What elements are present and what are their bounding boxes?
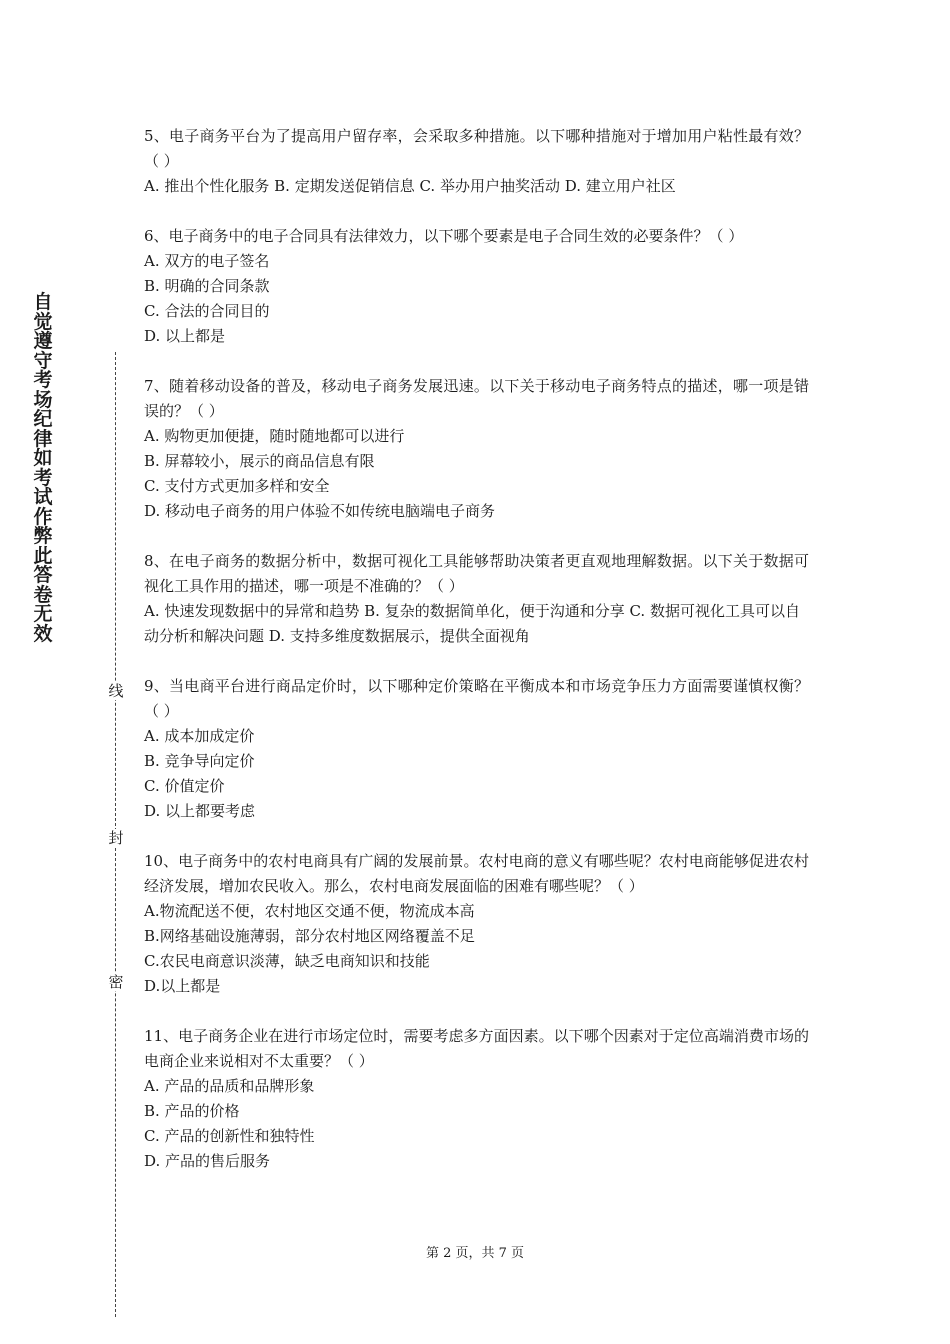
binding-mark-seal: 封 [106,829,126,847]
answer-option: D. 产品的售后服务 [144,1152,271,1170]
question-stem: 9、当电商平台进行商品定价时，以下哪种定价策略在平衡成本和市场竞争压力方面需要谨慎权衡？（ ） [144,677,809,720]
question-block [144,374,809,524]
answer-option: A. 推出个性化服务 B. 定期发送促销信息 C. 举办用户抽奖活动 D. 建立用户社区 [144,177,676,195]
question-stem: 5、电子商务平台为了提高用户留存率，会采取多种措施。以下哪种措施对于增加用户粘性最有效？（ ） [144,127,809,170]
answer-option: C.农民电商意识淡薄，缺乏电商知识和技能 [144,952,430,970]
question-block [144,224,809,349]
question-stem: 11、电子商务企业在进行市场定位时，需要考虑多方面因素。以下哪个因素对于定位高端消费市场的电商企业来说相对不太重要？（ ） [144,1027,809,1070]
question-stem: 8、在电子商务的数据分析中，数据可视化工具能够帮助决策者更直观地理解数据。以下关于数据可视化工具作用的描述，哪一项是不准确的？（ ） [144,552,809,595]
page-number: 第 2 页，共 7 页 [425,1246,525,1261]
binding-mark-secret: 密 [106,973,126,991]
answer-option: A.物流配送不便，农村地区交通不便，物流成本高 [144,902,475,920]
answer-option: D. 以上都是 [144,327,226,345]
answer-option: C. 合法的合同目的 [144,302,270,320]
answer-option: B.网络基础设施薄弱，部分农村地区网络覆盖不足 [144,927,475,945]
answer-option: D.以上都是 [144,977,221,995]
answer-option: D. 移动电子商务的用户体验不如传统电脑端电子商务 [144,502,496,520]
binding-mark-line: 线 [106,682,126,700]
question-stem: 10、电子商务中的农村电商具有广阔的发展前景。农村电商的意义有哪些呢？农村电商能够促进农村经济发展，增加农民收入。那么，农村电商发展面临的困难有哪些呢？（ ） [144,852,809,895]
answer-option: A. 成本加成定价 [144,727,255,745]
question-block [144,849,809,999]
question-list [144,124,809,1199]
question-block [144,674,809,824]
question-block [144,124,809,199]
answer-option: B. 明确的合同条款 [144,277,270,295]
answer-option: A. 产品的品质和品牌形象 [144,1077,315,1095]
answer-option: C. 产品的创新性和独特性 [144,1127,315,1145]
answer-option: A. 快速发现数据中的异常和趋势 B. 复杂的数据简单化，便于沟通和分享 C. 数据可视化工具可以自动分析和解决问题 D. 支持多维度数据展示，提供全面视角 [144,602,800,645]
answer-option: C. 支付方式更加多样和安全 [144,477,330,495]
answer-option: A. 双方的电子签名 [144,252,270,270]
question-stem: 6、电子商务中的电子合同具有法律效力，以下哪个要素是电子合同生效的必要条件？（ ） [144,227,744,245]
answer-option: C. 价值定价 [144,777,225,795]
question-stem: 7、随着移动设备的普及，移动电子商务发展迅速。以下关于移动电子商务特点的描述，哪一项是错误的？（ ） [144,377,809,420]
question-block [144,1024,809,1174]
answer-option: B. 产品的价格 [144,1102,240,1120]
answer-option: B. 竞争导向定价 [144,752,255,770]
answer-option: A. 购物更加便捷，随时随地都可以进行 [144,427,405,445]
exam-discipline-notice: 自觉遵守考场纪律如考试作弊此答卷无效 [33,291,53,645]
answer-option: D. 以上都要考虑 [144,802,256,820]
answer-option: B. 屏幕较小，展示的商品信息有限 [144,452,375,470]
question-block [144,549,809,649]
